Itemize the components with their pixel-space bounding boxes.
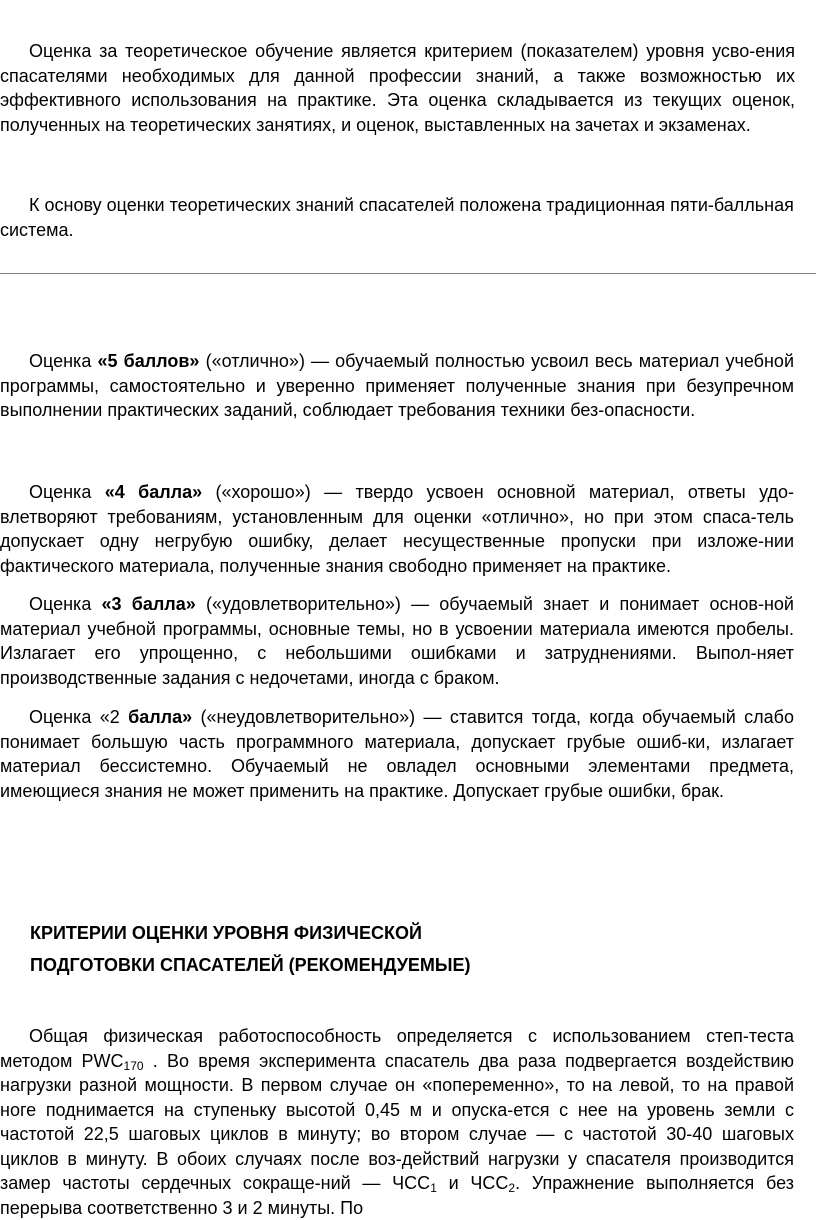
physical-text-1: Общая физическая работоспособность определяется с использованием степ-теста методом PWC [0, 1026, 794, 1071]
hr2-subscript: 2 [508, 1181, 516, 1195]
grade-2-label: балла» [128, 707, 193, 727]
grade-4-label: «4 балла» [104, 482, 203, 502]
grade-4-lead: Оценка [29, 482, 105, 502]
grade-4-paragraph [0, 480, 794, 578]
grade-5-text: («отлично») — обучаемый полностью усвоил весь материал учебной программы, самостоятельно и уверенно применяет полученные знания при безупречном выполнении практических заданий, соблюдает требования техники без-опасности. [0, 351, 795, 420]
physical-text-2: . Во время эксперимента спасатель два раза подвергается воздействию нагрузки разной мощности. В первом случае он «попеременно», то на левой, то на правой ноге поднимается на ступеньку высотой 0,45 м и опуска-ется с нее на уровень земли с частотой 22,5 шаговых циклов в минуту; во втором случае — с частотой 30-40 шаговых циклов в минуту. В обоих случаях после воз-действий нагрузки у спасателя производится замер частоты сердечных сокраще-ний — ЧСС [0, 1050, 794, 1193]
physical-paragraph [0, 1024, 794, 1220]
grade-2-text: («неудовлетворительно») — ставится тогда, когда обучаемый слабо понимает большую часть программного материала, допускает грубые ошиб-ки, излагает материал бессистемно. Обучаемый не овладел основными элементами предмета, имеющиеся знания не может применить на практике. Допускает грубые ошибки, брак. [0, 707, 794, 801]
grade-3-text: («удовлетворительно») — обучаемый знает и понимает основ-ной материал учебной программы, основные темы, но в усвоении материала имеются пробелы. Излагает его упрощенно, с небольшими ошибками и затруднениями. Выпол-няет производственные задания с недочетами, иногда с браком. [0, 594, 794, 688]
physical-text-3: и ЧСС [436, 1173, 509, 1193]
grade-3-label: «3 балла» [101, 594, 196, 614]
intro-paragraph: Оценка за теоретическое обучение является критерием (показателем) уровня усво-ения спасателями необходимых для данной профессии знаний, а также возможностью их эффективного использования на практике. Эта оценка складывается из текущих оценок, полученных на теоретических занятиях, и оценок, выставленных на зачетах и экзаменах. [0, 41, 795, 135]
grade-2-lead: Оценка «2 [29, 707, 129, 727]
grade-3-paragraph [0, 592, 794, 690]
grade-4-text: («хорошо») — твердо усвоен основной материал, ответы удо-влетворяют требованиям, установленным для оценки «отлично», но при этом спаса-тель допускает одну негрубую ошибку, делает несущественные пропуски при изложе-нии фактического материала, полученные знания свободно применяет на практике. [0, 482, 794, 576]
grade-5-lead: Оценка [29, 351, 98, 371]
section-heading-line-1: КРИТЕРИИ ОЦЕНКИ УРОВНЯ ФИЗИЧЕСКОЙ [30, 923, 422, 943]
grade-3-lead: Оценка [29, 594, 102, 614]
grade-5-label: «5 баллов» [97, 351, 200, 371]
physical-text-4: . Упражнение выполняется без перерыва соответственно 3 и 2 минуты. По [0, 1173, 794, 1218]
grade-2-paragraph [0, 705, 794, 803]
divider [0, 273, 816, 274]
hr1-subscript: 1 [430, 1181, 437, 1195]
basis-paragraph: К основу оценки теоретических знаний спасателей положена традиционная пяти-балльная система. [0, 195, 794, 240]
pwc-subscript: 170 [123, 1058, 144, 1073]
section-heading-line-2: ПОДГОТОВКИ СПАСАТЕЛЕЙ (РЕКОМЕНДУЕМЫЕ) [30, 955, 471, 975]
section-heading [30, 917, 730, 981]
grade-5-paragraph [0, 349, 794, 423]
